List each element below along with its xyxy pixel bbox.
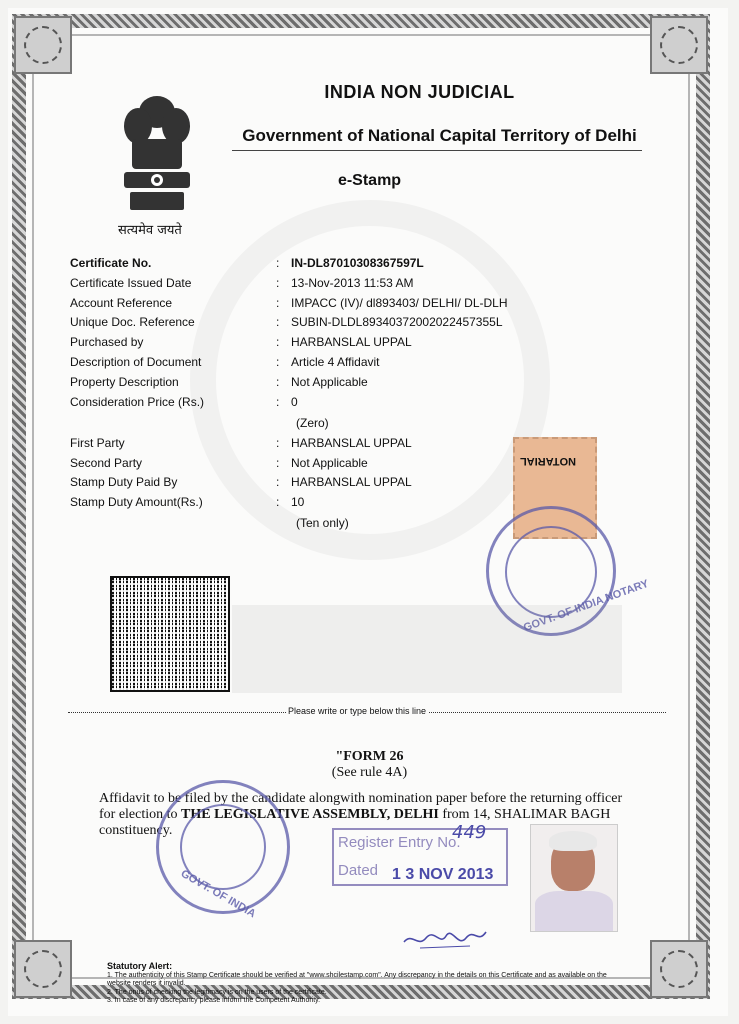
ashoka-emblem-icon — [112, 84, 202, 224]
field-label: Consideration Price (Rs.) — [70, 395, 205, 409]
field-label: Certificate Issued Date — [70, 276, 192, 290]
document-type-heading: INDIA NON JUDICIAL — [324, 82, 515, 102]
field-label: Unique Doc. Reference — [70, 315, 195, 329]
field-value: IN-DL87010308367597L — [291, 256, 424, 270]
field-row-property — [70, 375, 590, 393]
field-colon: : — [276, 495, 280, 509]
field-colon: : — [276, 335, 280, 349]
consideration-in-words: (Zero) — [296, 416, 329, 430]
field-colon: : — [276, 315, 280, 329]
form-subtitle: (See rule 4A) — [331, 765, 408, 780]
national-motto: सत्यमेव जयते — [118, 223, 182, 238]
field-row-duty-amount — [70, 495, 590, 513]
field-label: First Party — [70, 436, 125, 450]
notary-seal-right-text: GOVT. OF INDIA NOTARY — [521, 577, 651, 635]
statutory-alert — [107, 962, 627, 1006]
field-row-paid-by — [70, 475, 590, 493]
register-entry-date: 1 3 NOV 2013 — [392, 866, 494, 883]
original-watermark-band — [232, 605, 622, 693]
field-row-certificate-no — [70, 256, 590, 274]
field-label: Stamp Duty Amount(Rs.) — [70, 495, 203, 509]
statutory-alert-item: 3. In case of any discrepancy please inform the Competent Authority. — [107, 997, 321, 1004]
field-colon: : — [276, 436, 280, 450]
field-row-account-reference — [70, 296, 590, 314]
field-row-issued-date — [70, 276, 590, 294]
field-colon: : — [276, 296, 280, 310]
corner-ornament-bottom-left — [14, 940, 72, 998]
handwritten-signature — [400, 924, 490, 954]
field-value: Not Applicable — [291, 456, 368, 470]
amount-in-words: (Ten only) — [296, 516, 349, 530]
field-colon: : — [276, 276, 280, 290]
heading-underline — [232, 150, 642, 151]
form-title: "FORM 26 — [335, 749, 404, 764]
candidate-photo — [530, 824, 618, 932]
register-entry-number: 449 — [452, 822, 487, 843]
photo-shirt — [535, 891, 613, 932]
affidavit-assembly: THE LEGISLATIVE ASSEMBLY, DELHI — [181, 807, 439, 822]
field-value: HARBANSLAL UPPAL — [291, 475, 412, 489]
field-value: SUBIN-DLDL89340372002022457355L — [291, 315, 503, 329]
field-label: Account Reference — [70, 296, 173, 310]
field-row-purchased-by — [70, 335, 590, 353]
field-value: Article 4 Affidavit — [291, 355, 380, 369]
corner-ornament-top-right — [650, 16, 708, 74]
corner-ornament-top-left — [14, 16, 72, 74]
field-colon: : — [276, 375, 280, 389]
statutory-alert-item: 2. The onus of checking the legitimacy is on the users of the certificate. — [107, 988, 327, 996]
field-row-consideration — [70, 395, 590, 413]
field-value: 10 — [291, 495, 305, 509]
notary-seal-left-text: GOVT. OF INDIA — [178, 867, 258, 921]
register-dated-label: Dated — [338, 862, 379, 879]
field-value: Not Applicable — [291, 375, 368, 389]
affidavit-text-part2: from 14, SHALIMAR BAGH constituency. — [99, 807, 611, 838]
statutory-alert-item: 1. The authenticity of this Stamp Certificate should be verified at "www.shcilestamp.com". Any discrepancy in the details on this Certificate and as available on the website renders it invalid. — [107, 971, 607, 987]
issuing-government: Government of National Capital Territory of Delhi — [242, 126, 637, 145]
field-label: Purchased by — [70, 335, 144, 349]
field-row-unique-doc-reference — [70, 315, 590, 333]
field-colon: : — [276, 475, 280, 489]
field-value: HARBANSLAL UPPAL — [291, 335, 412, 349]
field-value: 13-Nov-2013 11:53 AM — [291, 276, 414, 290]
field-label: Property Description — [70, 375, 179, 389]
field-label: Stamp Duty Paid By — [70, 475, 178, 489]
field-value: IMPACC (IV)/ dl893403/ DELHI/ DL-DLH — [291, 296, 508, 310]
corner-ornament-bottom-right — [650, 940, 708, 998]
field-row-first-party — [70, 436, 590, 454]
field-value: HARBANSLAL UPPAL — [291, 436, 412, 450]
field-label: Description of Document — [70, 355, 202, 369]
field-value: 0 — [291, 395, 298, 409]
field-colon: : — [276, 395, 280, 409]
write-below-instruction: Please write or type below this line — [288, 706, 427, 716]
photo-hair — [549, 831, 597, 851]
field-colon: : — [276, 456, 280, 470]
qr-code-icon — [110, 576, 230, 692]
estamp-heading: e-Stamp — [337, 172, 402, 189]
statutory-alert-title: Statutory Alert: — [107, 961, 173, 971]
field-row-second-party — [70, 456, 590, 474]
affidavit-text-part1: Affidavit to be filed by the candidate alongwith nomination paper before the returning officer for election to — [99, 791, 623, 822]
field-label: Second Party — [70, 456, 143, 470]
field-colon: : — [276, 256, 280, 270]
field-colon: : — [276, 355, 280, 369]
register-entry-label: Register Entry No. — [338, 834, 461, 851]
revenue-stamp-label: NOTARIAL — [520, 455, 577, 467]
field-label: Certificate No. — [70, 256, 152, 270]
field-row-description — [70, 355, 590, 373]
